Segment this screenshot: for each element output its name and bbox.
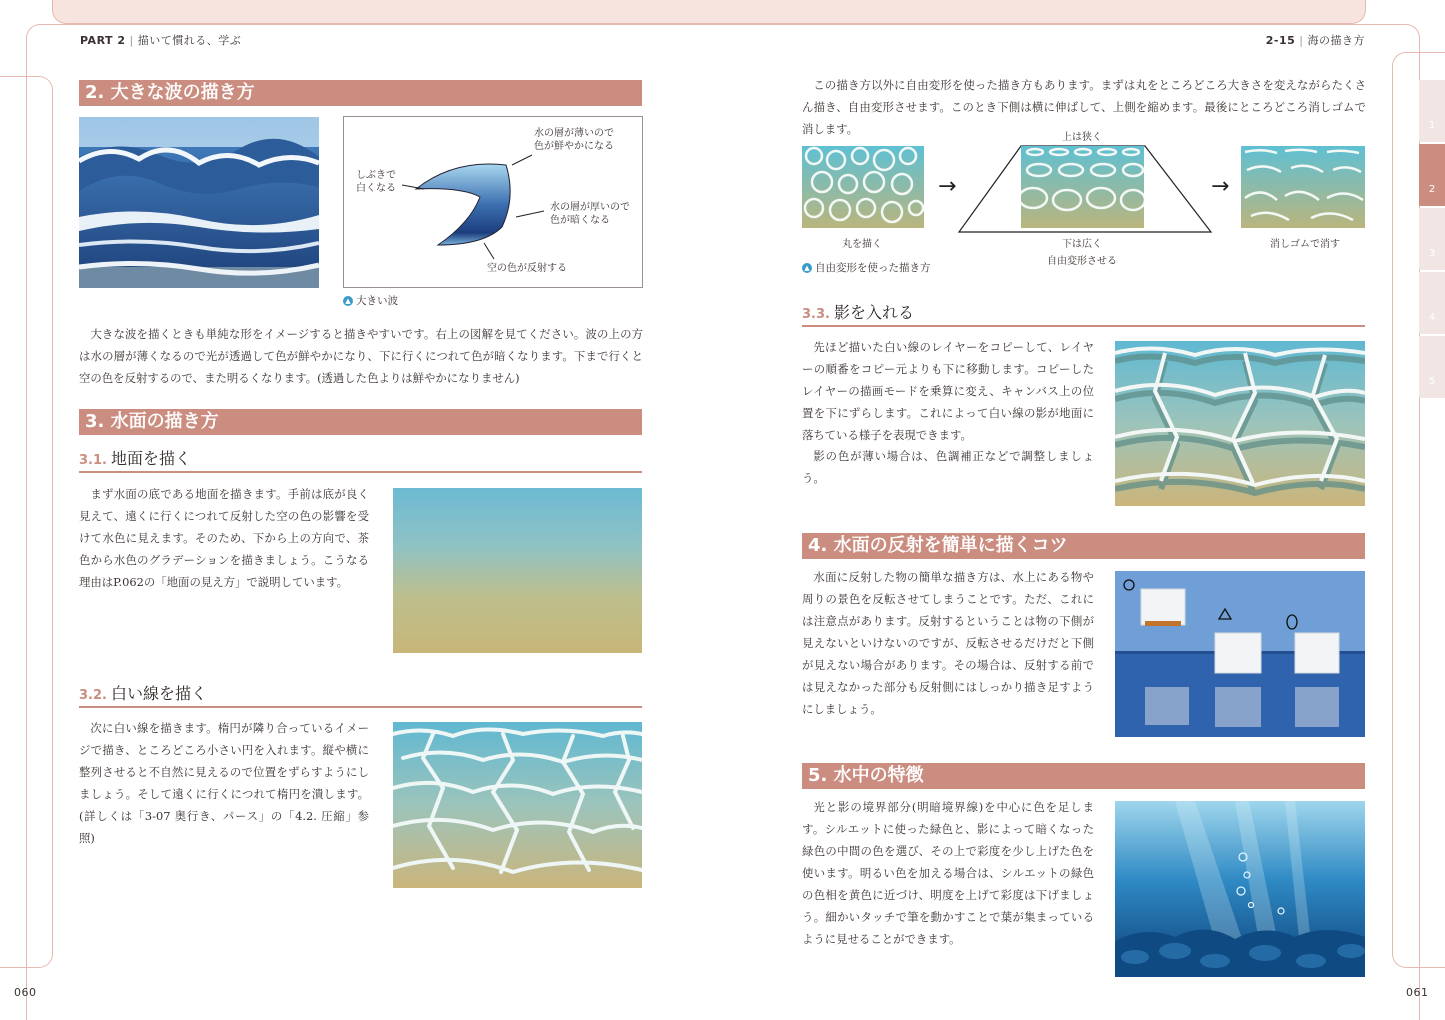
section-3-1-body: まず水面の底である地面を描きます。手前は底が良く見えて、遠くに行くにつれて反射した空の色の影響を受けて水色に見えます。そのため、下から上の方向で、茶色から水色のグラデーションを描きましょう。こうなる理由はP.062の「地面の見え方」で説明しています。 bbox=[79, 487, 369, 589]
section-5-body: 光と影の境界部分(明暗境界線)を中心に色を足します。シルエットに使った緑色と、影によって暗くなった緑色の中間の色を選び、その上で彩度を少し上げた色を使います。明るい色を加える場合は、シルエットの緑色の色相を黄色に近づけ、明度を上げて彩度は下げましょう。細かいタッチで筆を動かすことで葉が集まっているように見せることができます。 bbox=[802, 800, 1094, 946]
chapter-tab-1[interactable]: 1 bbox=[1419, 80, 1445, 142]
header-divider: | bbox=[129, 34, 134, 47]
underwater-image bbox=[1115, 801, 1365, 977]
big-wave-svg bbox=[79, 117, 319, 288]
wave-caption bbox=[343, 293, 398, 308]
header-divider: | bbox=[1299, 34, 1304, 47]
reflection-svg bbox=[1115, 571, 1365, 737]
free-transform-caption-text: 自由変形を使った描き方 bbox=[815, 262, 931, 274]
transformed-image bbox=[1021, 146, 1144, 228]
section-3-heading: 3. 水面の描き方 bbox=[79, 409, 642, 435]
top-narrow-label: 上は狭く bbox=[1062, 132, 1102, 143]
page-number-right: 061 bbox=[1406, 986, 1429, 999]
label-thick-layer: 水の層が厚いので 色が暗くなる bbox=[550, 202, 630, 226]
label-thin-layer: 水の層が薄いので 色が鮮やかになる bbox=[534, 128, 614, 152]
section-3-1-number: 3.1. bbox=[79, 453, 107, 468]
chapter-tab-5[interactable]: 5 bbox=[1419, 336, 1445, 398]
big-wave-image bbox=[79, 117, 319, 288]
caption-circles: 丸を描く bbox=[842, 239, 882, 250]
chapter-tab-4[interactable]: 4 bbox=[1419, 272, 1445, 334]
label-sky-reflect: 空の色が反射する bbox=[487, 263, 567, 274]
caption-wide-bottom: 下は広く bbox=[1062, 239, 1102, 250]
wave-diagram bbox=[343, 116, 643, 288]
running-header-right bbox=[1266, 32, 1365, 48]
erased-image bbox=[1241, 146, 1365, 228]
arrow-right-icon: → bbox=[938, 174, 957, 199]
circles-image bbox=[802, 146, 924, 228]
free-transform-intro: この描き方以外に自由変形を使った描き方もあります。まずは丸をところどころ大きさを変えながらたくさん描き、自由変形させます。このとき下側は横に伸ばして、上側を縮めます。最後にところどころ消しゴムで消します。 bbox=[802, 78, 1366, 136]
section-3-2-body: 次に白い線を描きます。楕円が隣り合っているイメージで描き、ところどころ小さい円を入れます。縦や横に整列させると不自然に見えるので位置をずらすようにしましょう。そして遠くに行くにつれて楕円を潰します。(詳しくは「3-07 奥行き、パース」の「4.2. 圧縮」参照) bbox=[79, 721, 369, 845]
erased-svg bbox=[1241, 146, 1365, 228]
running-header-left bbox=[80, 32, 241, 48]
white-lines-svg bbox=[393, 722, 642, 888]
section-code: 2-15 bbox=[1265, 34, 1296, 47]
section-3-3-number: 3.3. bbox=[802, 307, 830, 322]
caption-marker-icon: ▲ bbox=[343, 296, 353, 306]
transformed-svg bbox=[1021, 146, 1144, 228]
chapter-tab-3[interactable]: 3 bbox=[1419, 208, 1445, 270]
reflection-image bbox=[1115, 571, 1365, 737]
part-title: 描いて慣れる、学ぶ bbox=[137, 34, 242, 47]
top-band bbox=[52, 0, 1366, 24]
section-title: 海の描き方 bbox=[1307, 34, 1365, 47]
section-3-2-number: 3.2. bbox=[79, 688, 107, 703]
caption-erase: 消しゴムで消す bbox=[1270, 239, 1340, 250]
section-3-1-heading bbox=[79, 446, 642, 473]
section-3-3-body: 先ほど描いた白い線のレイヤーをコピーして、レイヤーの順番をコピー元よりも下に移動します。コピーしたレイヤーの描画モードを乗算に変え、キャンバス上の位置を下にずらします。これによって白い線の影が地面に落ちている様子を表現できます。 bbox=[802, 340, 1094, 442]
section-3-3-body-2: 影の色が薄い場合は、色調補正などで調整しましょう。 bbox=[802, 449, 1094, 485]
section-3-2-title: 白い線を描く bbox=[110, 684, 207, 703]
section-4-body: 水面に反射した物の簡単な描き方は、水上にある物や周りの景色を反転させてしまうことです。ただ、これには注意点があります。反射するということは物の下側が見えないといけないのですが、反転させるだけだと下側が見えない場合があります。その場合は、反射する前では見えなかった部分も反射側にはしっかり描き足すようにしましょう。 bbox=[802, 570, 1094, 716]
section-2-body: 大きな波を描くときも単純な形をイメージすると描きやすいです。右上の図解を見てください。波の上の方は水の層が薄くなるので光が透過して色が鮮やかになり、下に行くにつれて色が暗くなります。下まで行くと空の色を反射するので、また明るくなります。(透過した色よりは鮮やかになりません) bbox=[79, 327, 643, 385]
part-label: PART 2 bbox=[80, 34, 126, 47]
arrow-right-icon: → bbox=[1211, 174, 1230, 199]
left-outer-frame bbox=[0, 76, 53, 968]
section-5-heading: 5. 水中の特徴 bbox=[802, 763, 1365, 789]
label-spray: しぶきで 白くなる bbox=[356, 170, 396, 194]
ground-gradient-image bbox=[393, 488, 642, 653]
free-transform-caption bbox=[802, 260, 931, 275]
page-number-left: 060 bbox=[14, 986, 37, 999]
section-2-heading: 2. 大きな波の描き方 bbox=[79, 80, 642, 106]
section-4-heading: 4. 水面の反射を簡単に描くコツ bbox=[802, 533, 1365, 559]
section-3-3-title: 影を入れる bbox=[833, 303, 914, 322]
shadow-lines-svg bbox=[1115, 341, 1365, 506]
wave-caption-text: 大きい波 bbox=[356, 295, 398, 307]
caption-marker-icon: ▲ bbox=[802, 263, 812, 273]
section-3-1-title: 地面を描く bbox=[110, 449, 191, 468]
section-3-2-heading bbox=[79, 681, 642, 708]
shadow-lines-image bbox=[1115, 341, 1365, 506]
underwater-svg bbox=[1115, 801, 1365, 977]
chapter-tab-2[interactable]: 2 bbox=[1419, 144, 1445, 206]
white-lines-image bbox=[393, 722, 642, 888]
circles-svg bbox=[802, 146, 924, 228]
caption-free-transform: 自由変形させる bbox=[1047, 256, 1117, 267]
section-3-3-heading bbox=[802, 300, 1365, 327]
